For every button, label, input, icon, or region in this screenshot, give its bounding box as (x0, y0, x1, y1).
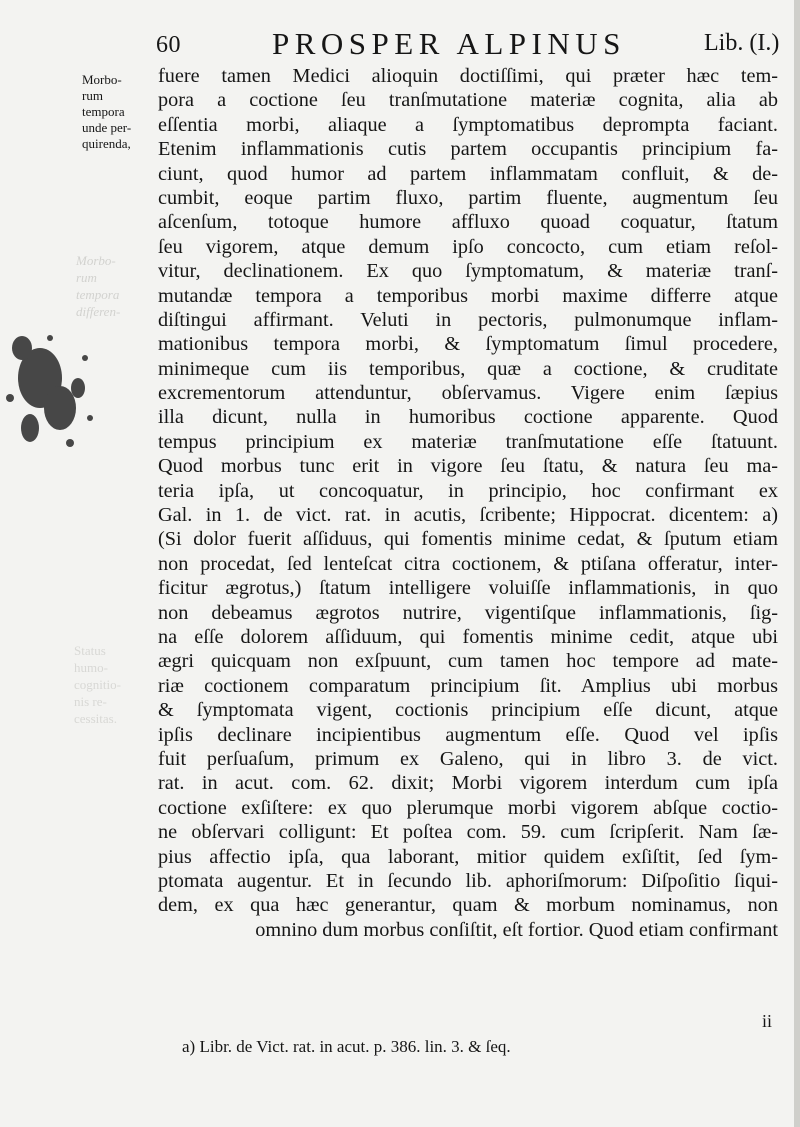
page-edge (794, 0, 800, 1127)
marginal-note-line: rum (82, 88, 103, 103)
ink-stain (0, 318, 100, 468)
page-number: 60 (156, 32, 181, 58)
running-head-title: PROSPER ALPINUS (272, 26, 626, 61)
body-line: omnino dum morbus conſiſtit, eſt fortior. Quod etiam confirmant (255, 918, 778, 941)
body-line: non procedat, ſed lenteſcat citra coctionem, & ptiſana offeratur, inter- (158, 552, 778, 575)
running-header (0, 22, 800, 62)
footnote: a) Libr. de Vict. rat. in acut. p. 386. lin. 3. & ſeq. (182, 1037, 511, 1056)
body-line: pius affectio ipſa, qua laborant, mitior quidem exſiſtit, ſed ſym- (158, 845, 778, 868)
body-line: ipſis declinare incipientibus augmentum eſſe. Quod vel ipſis (158, 723, 778, 746)
body-line: rat. in acut. com. 62. dixit; Morbi vigorem interdum cum ipſa (158, 772, 778, 795)
marginal-note (82, 72, 154, 152)
body-line: aſcenſum, totoque humore affluxo quoad coquatur, ſtatum (158, 211, 778, 234)
body-line: mutandæ tempora a temporibus morbi maxime differre atque (158, 284, 778, 307)
marginal-note-line: tempora (82, 104, 125, 119)
body-line: & ſymptomata vigent, coctionis principium eſſe dicunt, atque (158, 699, 778, 722)
body-line: fuere tamen Medici alioquin doctiſſimi, qui præter hæc tem- (158, 65, 778, 87)
body-line: illa dicunt, nulla in humoribus coctione apparente. Quod (158, 406, 778, 429)
catchword: ii (762, 1011, 773, 1031)
body-line: ficitur ægrotus,) ſtatum intelligere voluiſſe inflammationis, in quo (158, 577, 778, 600)
body-line: Gal. in 1. de vict. rat. in acutis, ſcribente; Hippocrat. dicentem: a) (158, 504, 778, 527)
book-number: Lib. (I.) (704, 30, 780, 56)
body-line: dem, ex qua hæc generantur, quam & morbum nominamus, non (158, 894, 778, 917)
body-text (158, 64, 778, 942)
body-line: Etenim inflammationis cutis partem occupantis principium fa- (158, 138, 778, 161)
marginal-note-line: Morbo- (82, 72, 122, 87)
body-line: coctione exſiſtere: ex quo plerumque morbi vigorem abſque coctio- (158, 796, 778, 819)
body-line: pora a coctione ſeu tranſmutatione materiæ cognita, alia ab (158, 89, 778, 112)
body-line: na eſſe dolorem aſſiduum, qui fomentis minime cedit, atque ubi (158, 625, 778, 648)
body-line: diſtingui affirmant. Veluti in pectoris, pulmonumque inflam- (158, 308, 778, 331)
body-line: non debeamus ægrotos nutrire, vigentiſque inflammationis, ſig- (158, 601, 778, 624)
body-line: riæ coctionem comparatum principium ſit. Amplius ubi morbus (158, 674, 778, 697)
body-line: ne obſervari colligunt: Et poſtea com. 59. cum ſcripſerit. Nam ſæ- (158, 821, 778, 844)
body-line: excrementorum attenduntur, obſervamus. Vigere enim ſæpius (158, 382, 778, 405)
body-line: eſſentia morbi, aliaque a ſymptomatibus deprompta faciant. (158, 113, 778, 136)
body-line: ptomata augentur. Et in ſecundo lib. aphoriſmorum: Diſpoſitio ſiqui- (158, 869, 778, 892)
marginal-note-line: unde per- (82, 120, 132, 135)
body-line: (Si dolor fuerit aſſiduus, qui fomentis minime cedat, & ſputum etiam (158, 528, 778, 551)
marginal-note-line: quirenda, (82, 136, 131, 151)
body-line: teria ipſa, ut concoquatur, in principio, hoc confirmant ex (158, 479, 778, 502)
body-line: ægri quicquam non exſpuunt, cum tamen hoc tempore ad mate- (158, 650, 778, 673)
body-line: ciunt, quod humor ad partem inflammatam confluit, & de- (158, 162, 778, 185)
body-line: Quod morbus tunc erit in vigore ſeu ſtatu, & natura ſeu ma- (158, 455, 778, 478)
bleed-through-marginal-2: Status humo- cognitio- nis re- cessitas. (74, 643, 121, 726)
body-line: tempus principium ex materiæ tranſmutatione eſſe ſtatuunt. (158, 430, 778, 453)
body-line: mationibus tempora morbi, & ſymptomatum ſimul procedere, (158, 333, 778, 356)
body-line: minimeque cum iis temporibus, quæ a coctione, & cruditate (158, 357, 778, 380)
body-line: cumbit, eoque partim fluxo, partim fluente, augmentum ſeu (158, 186, 778, 209)
body-line: vitur, declinationem. Ex quo ſymptomatum, & materiæ tranſ- (158, 260, 778, 283)
body-line: fuit perſuaſum, primum ex Galeno, qui in libro 3. de vict. (158, 747, 778, 770)
bleed-through-marginal: Morbo- rum tempora differen- (76, 253, 121, 319)
body-line: ſeu vigorem, atque demum ipſo concocto, cum etiam reſol- (158, 235, 778, 258)
